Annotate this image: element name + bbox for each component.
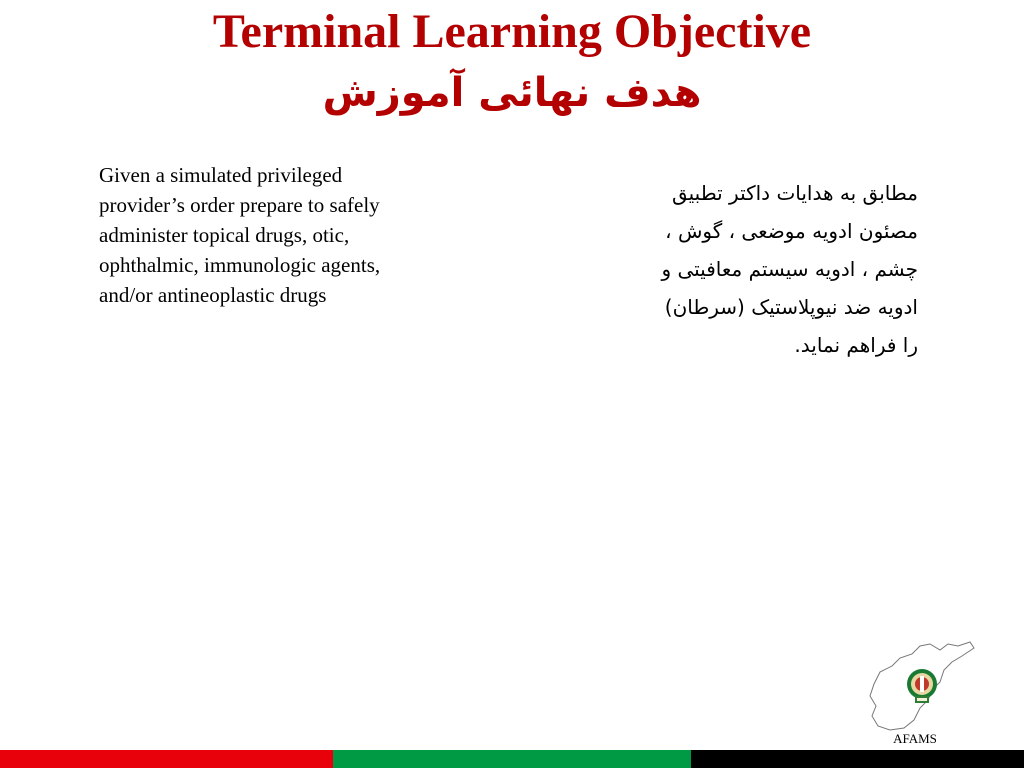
afghanistan-map-emblem-icon: [866, 636, 976, 736]
flag-stripe-green: [333, 750, 691, 768]
objective-dari-line: چشم ، ادویه سیستم معافیتی و: [661, 257, 918, 281]
flag-stripe-black: [691, 750, 1024, 768]
objective-dari-line: مصئون ادویه موضعی ، گوش ،: [665, 219, 918, 243]
objective-dari-line: را فراهم نماید.: [794, 333, 918, 357]
footer-afams-label: AFAMS: [893, 731, 937, 746]
objective-dari: [572, 174, 918, 364]
objective-dari-line: ادویه ضد نیوپلاستیک (سرطان): [664, 295, 918, 319]
slide-title: Terminal Learning Objective: [212, 5, 812, 58]
objective-english: Given a simulated privileged provider’s order prepare to safely administer topical drugs, otic, ophthalmic, immunologic agents, and/or antineoplastic drugs: [99, 163, 381, 307]
slide-subtitle-dari: هدف نهائی آموزش: [322, 70, 702, 116]
flag-stripe-red: [0, 750, 333, 768]
objective-dari-line: مطابق به هدایات داکتر تطبیق: [671, 181, 918, 205]
